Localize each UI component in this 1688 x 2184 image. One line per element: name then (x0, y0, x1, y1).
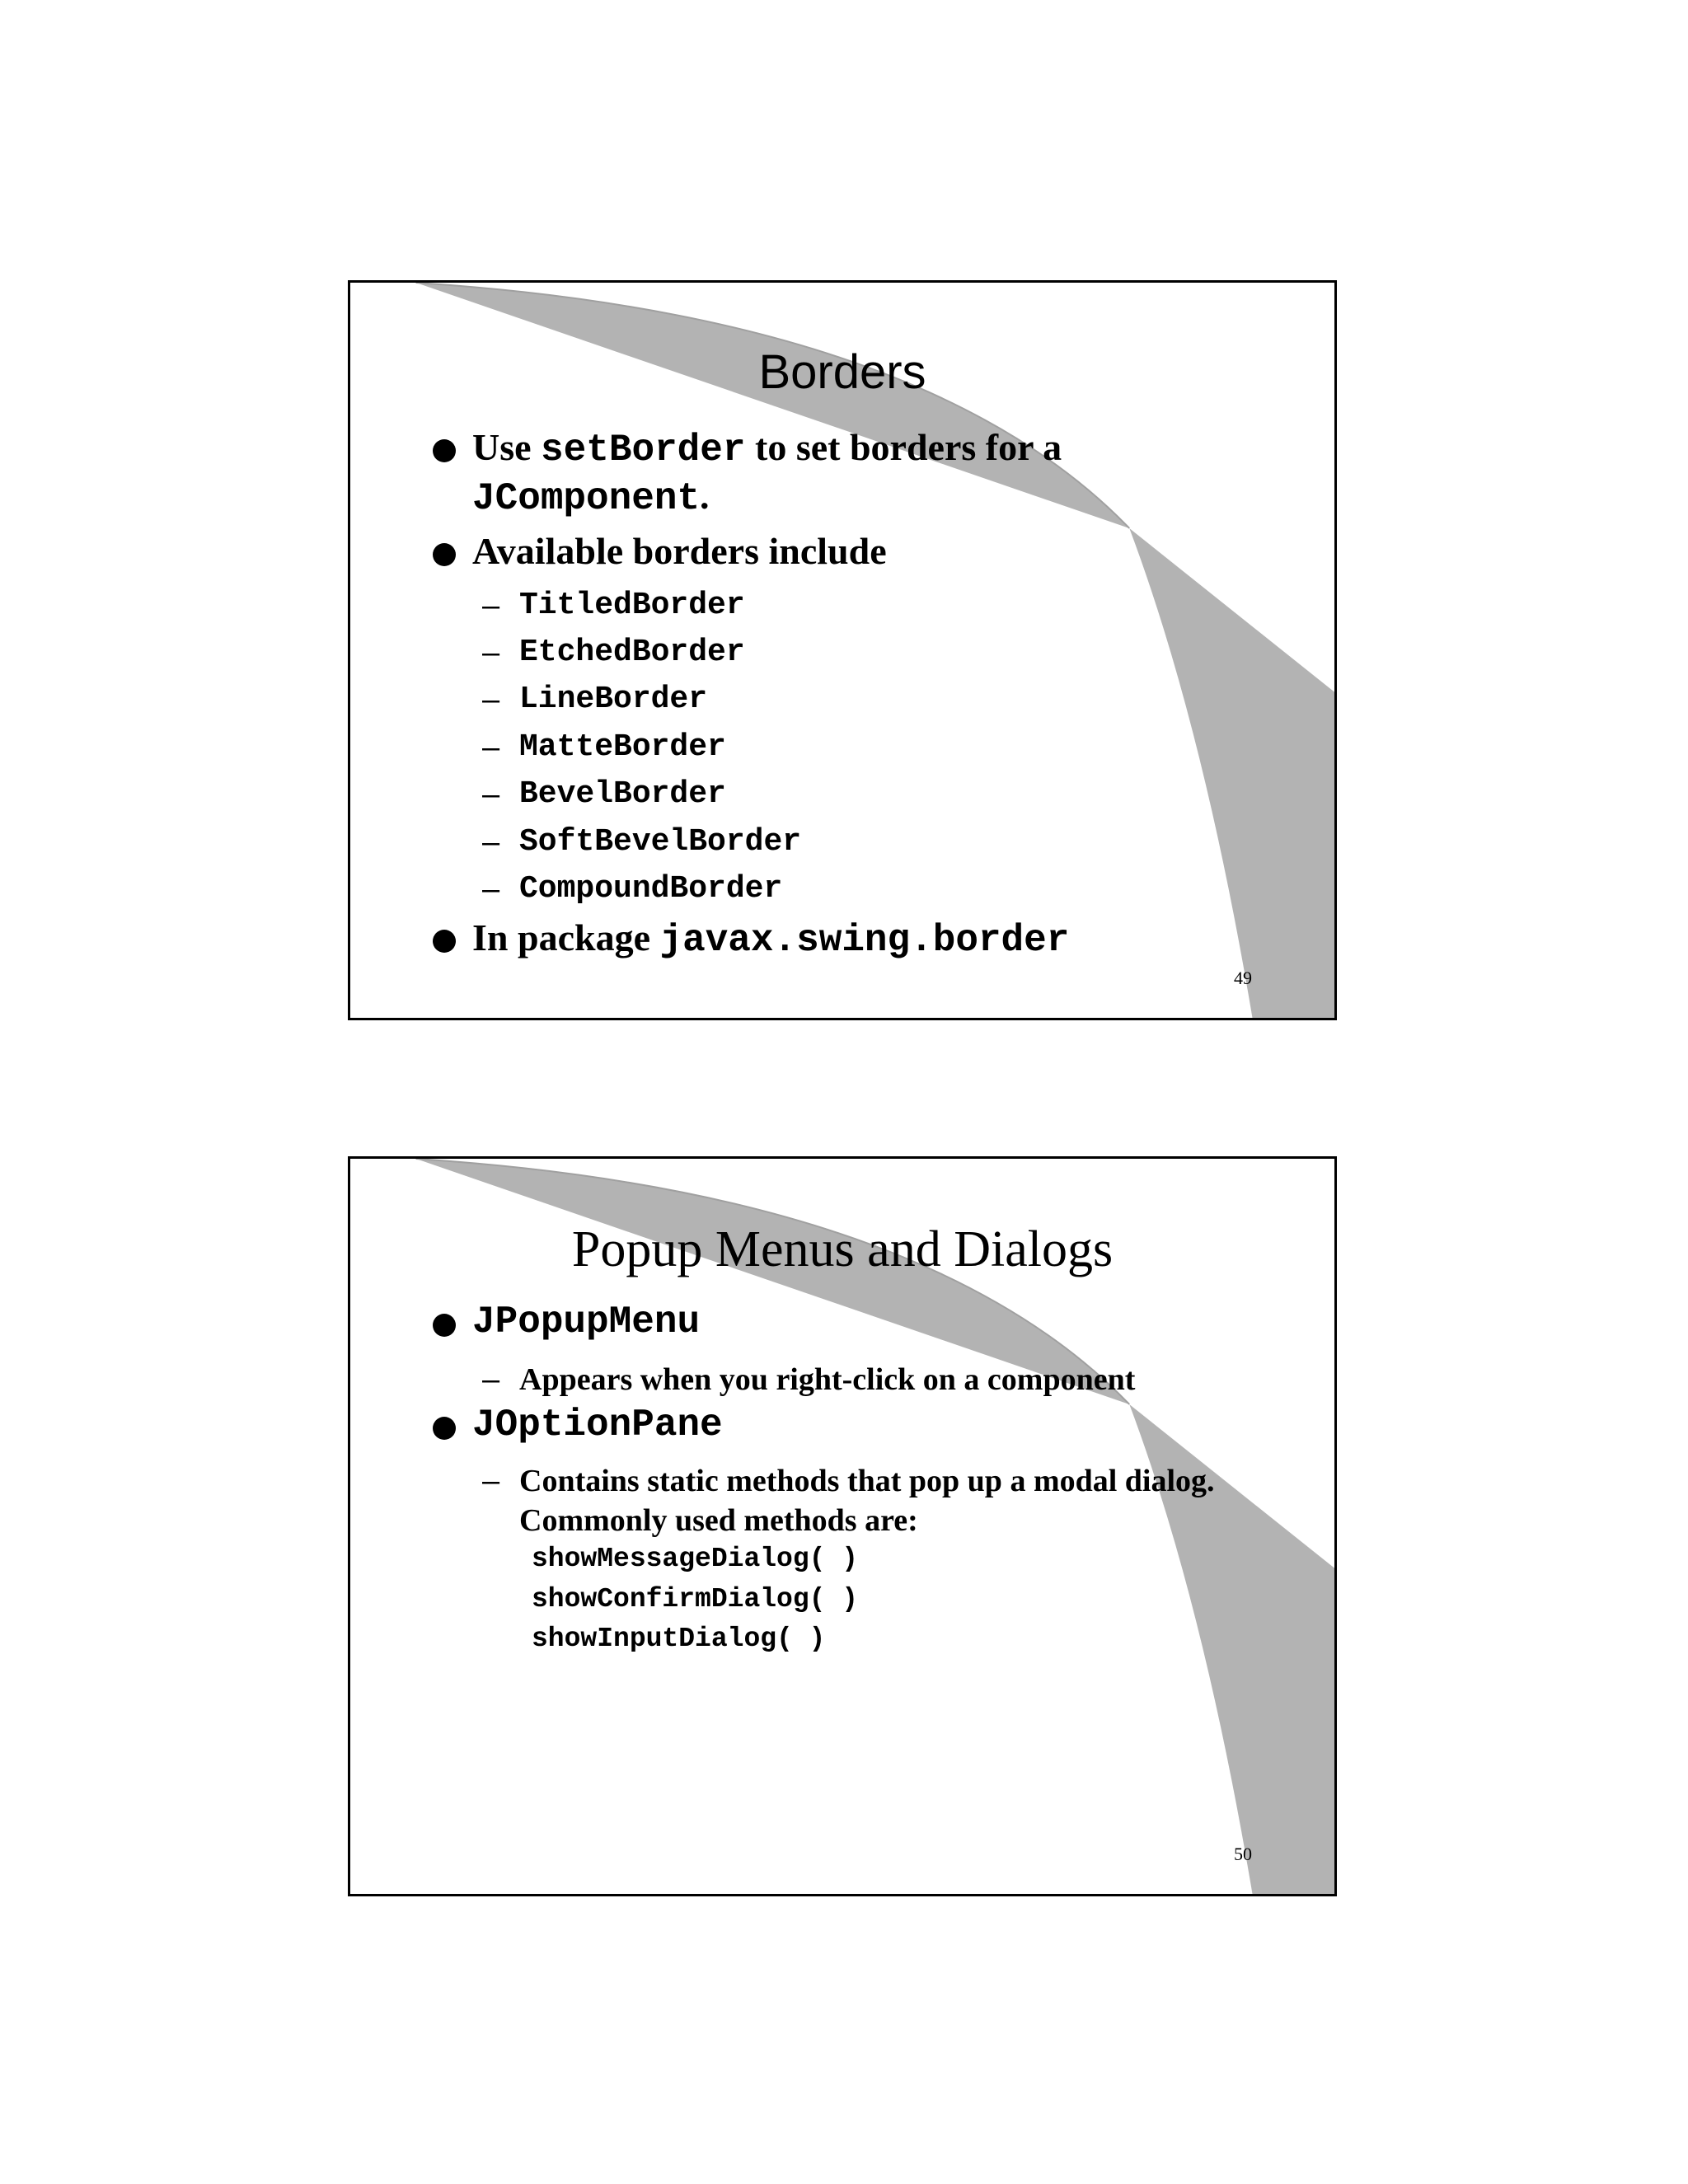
bullet-jpopupmenu: JPopupMenu (433, 1299, 1301, 1345)
sub-item-appears: – Appears when you right-click on a component (482, 1362, 1136, 1397)
code-text: JComponent (472, 477, 701, 520)
bullet-dot-icon (433, 1417, 456, 1440)
slide-50 (348, 1156, 1337, 1896)
code-text: javax.swing.border (659, 919, 1070, 962)
slide-title: Popup Menus and Dialogs (571, 1221, 1114, 1277)
page-number: 50 (1234, 1844, 1252, 1864)
bullet-dot-icon (433, 930, 456, 953)
sub-item-matte-border: – MatteBorder (482, 729, 726, 765)
sub-item-compound-border: – CompoundBorder (482, 871, 783, 907)
bullet-available-borders: Available borders include (433, 528, 1301, 574)
sub-item-bevel-border: – BevelBorder (482, 776, 726, 812)
bullet-text: to set borders for a (745, 426, 1062, 468)
bullet-joptionpane: JOptionPane (433, 1402, 1301, 1448)
sub-item-soft-bevel-border: – SoftBevelBorder (482, 824, 802, 860)
sub-item-etched-border: – EtchedBorder (482, 635, 745, 670)
bullet-dot-icon (433, 1314, 456, 1337)
bullet-text: . (700, 475, 710, 517)
sub-item-titled-border: – TitledBorder (482, 588, 745, 623)
code-text: setBorder (541, 429, 746, 471)
bullet-set-border (433, 424, 1301, 522)
slide-49 (348, 280, 1337, 1020)
sub-item-line-border: – LineBorder (482, 682, 708, 717)
page-number: 49 (1234, 968, 1252, 988)
slide-title: Borders (758, 345, 926, 399)
code-line-show-input: showInputDialog( ) (532, 1624, 826, 1654)
bullet-text: Use (472, 426, 542, 468)
bullet-dot-icon (433, 543, 456, 566)
code-line-show-message: showMessageDialog( ) (532, 1544, 859, 1574)
bullet-package: In package javax.swing.border (433, 915, 1301, 963)
bullet-dot-icon (433, 439, 456, 462)
code-line-show-confirm: showConfirmDialog( ) (532, 1584, 859, 1615)
sub-item-contains: – Contains static methods that pop up a modal dialog. Commonly used methods are: (482, 1464, 1215, 1538)
